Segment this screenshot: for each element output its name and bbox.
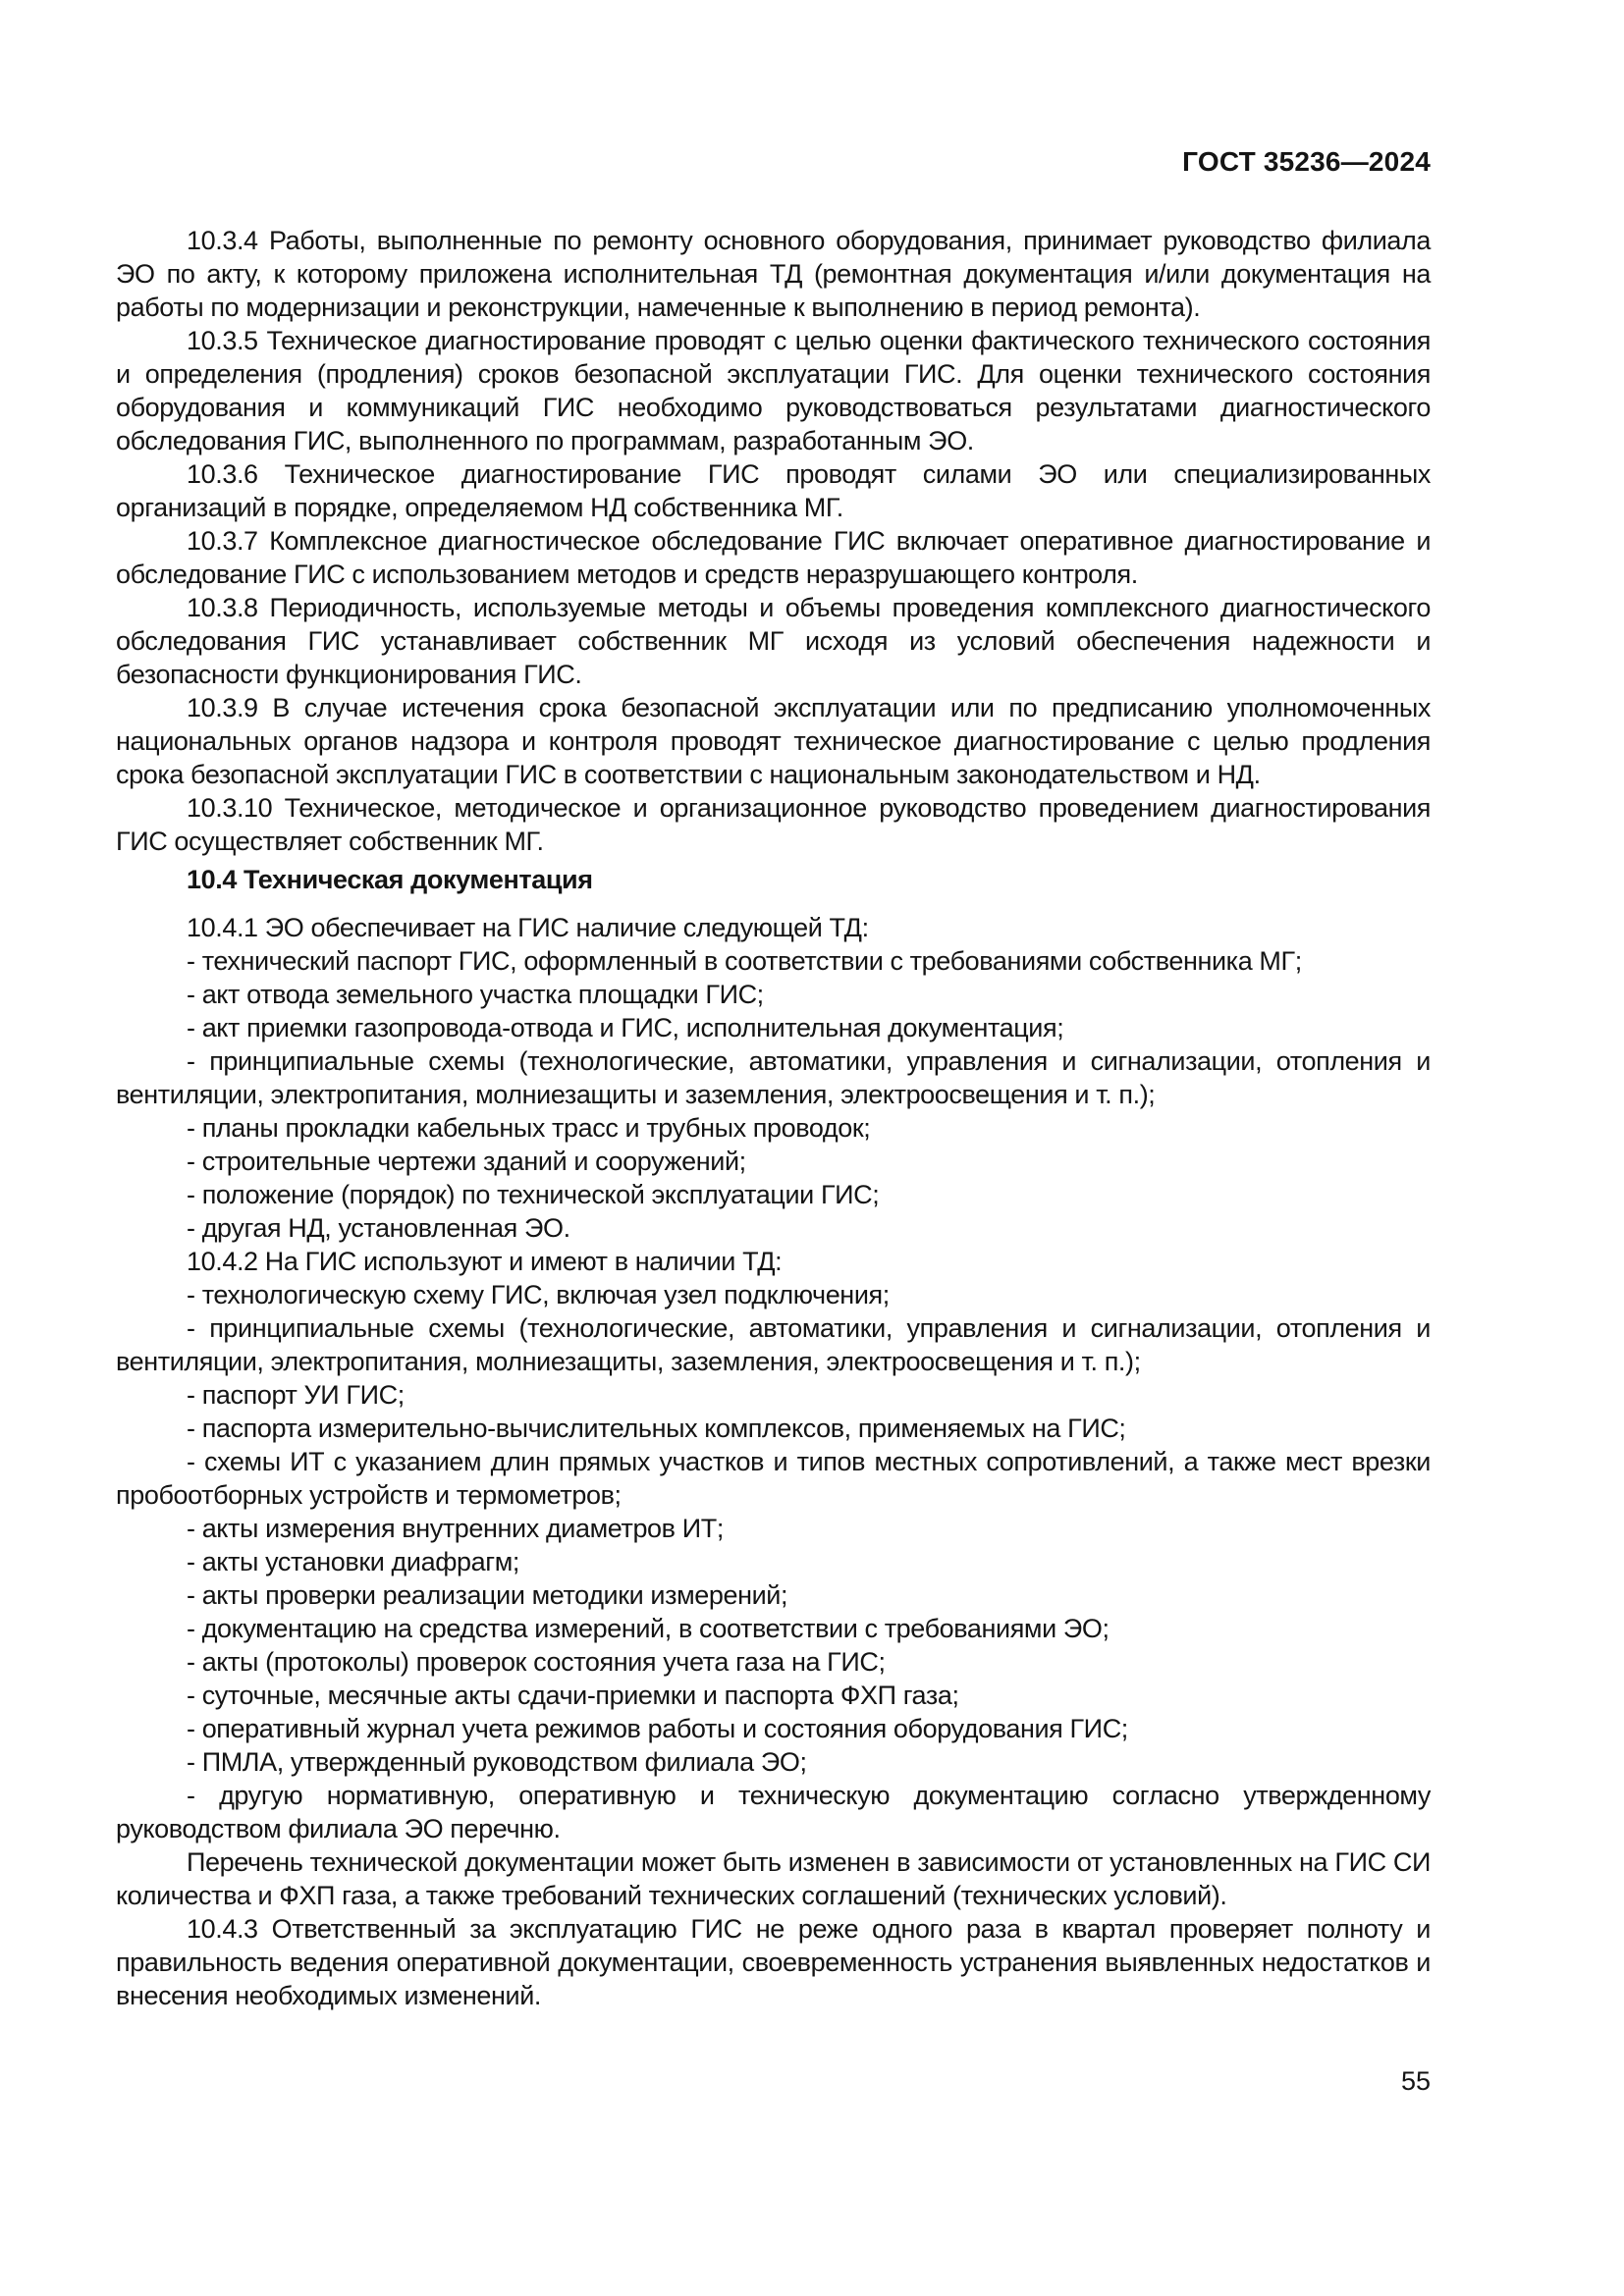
- standard-number-header: ГОСТ 35236—2024: [1182, 146, 1431, 177]
- list-item: - документацию на средства измерений, в соответствии с требованиями ЭО;: [187, 1614, 1110, 1643]
- list-item: - акты измерения внутренних диаметров ИТ;: [187, 1514, 724, 1543]
- list-item: - другая НД, установленная ЭО.: [187, 1213, 570, 1243]
- list-item: - схемы ИТ с указанием длин прямых участков и типов местных сопротивлений, а также мест врезки пробоотборных устройств и термометров;: [116, 1447, 1431, 1510]
- clause-10-4-3: 10.4.3 Ответственный за эксплуатацию ГИС не реже одного раза в квартал проверяет полноту и правильность ведения оперативной документации, своевременность устранения выявленных недостатков и внесения необходимых изменений.: [116, 1914, 1431, 2010]
- list-item: - акт приемки газопровода-отвода и ГИС, исполнительная документация;: [187, 1013, 1064, 1042]
- clause-10-3-9: 10.3.9 В случае истечения срока безопасной эксплуатации или по предписанию уполномоченных национальных органов надзора и контроля проводят техническое диагностирование с целью продления срока безопасной эксплуатации ГИС в соответствии с национальным законодательством и НД.: [116, 693, 1431, 789]
- list-item: - технический паспорт ГИС, оформленный в соответствии с требованиями собственника МГ;: [187, 946, 1302, 976]
- list-item: - положение (порядок) по технической эксплуатации ГИС;: [187, 1180, 880, 1209]
- list-item: - суточные, месячные акты сдачи-приемки и паспорта ФХП газа;: [187, 1681, 959, 1710]
- list-item: - акт отвода земельного участка площадки ГИС;: [187, 980, 764, 1009]
- list-item: - акты установки диафрагм;: [187, 1547, 519, 1576]
- list-item: - принципиальные схемы (технологические, автоматики, управления и сигнализации, отопления и вентиляции, электропитания, молниезащиты, заземления, электроосвещения и т. п.);: [116, 1313, 1431, 1376]
- list-item: - планы прокладки кабельных трасс и трубных проводок;: [187, 1113, 871, 1143]
- list-item: - паспорт УИ ГИС;: [187, 1380, 405, 1410]
- list-item: - акты (протоколы) проверок состояния учета газа на ГИС;: [187, 1647, 886, 1677]
- document-body: [116, 224, 1431, 2012]
- clause-10-4-1: 10.4.1 ЭО обеспечивает на ГИС наличие следующей ТД:: [187, 913, 869, 942]
- paragraph-td-list-note: Перечень технической документации может быть изменен в зависимости от установленных на ГИС СИ количества и ФХП газа, а также требований технических соглашений (технических условий).: [116, 1847, 1431, 1910]
- list-item: - технологическую схему ГИС, включая узел подключения;: [187, 1280, 890, 1309]
- clause-10-3-7: 10.3.7 Комплексное диагностическое обследование ГИС включает оперативное диагностирование и обследование ГИС с использованием методов и средств неразрушающего контроля.: [116, 526, 1431, 589]
- list-item: - строительные чертежи зданий и сооружений;: [187, 1147, 746, 1176]
- clause-10-3-10: 10.3.10 Техническое, методическое и организационное руководство проведением диагностирования ГИС осуществляет собственник МГ.: [116, 793, 1431, 856]
- list-item: - другую нормативную, оперативную и техническую документацию согласно утвержденному руководством филиала ЭО перечню.: [116, 1781, 1431, 1843]
- list-item: - акты проверки реализации методики измерений;: [187, 1580, 788, 1610]
- clause-10-3-6: 10.3.6 Техническое диагностирование ГИС проводят силами ЭО или специализированных организаций в порядке, определяемом НД собственника МГ.: [116, 459, 1431, 522]
- list-item: - паспорта измерительно-вычислительных комплексов, применяемых на ГИС;: [187, 1414, 1126, 1443]
- clause-10-3-5: 10.3.5 Техническое диагностирование проводят с целью оценки фактического технического состояния и определения (продления) сроков безопасной эксплуатации ГИС. Для оценки технического состояния оборудования и коммуникаций ГИС необходимо руководствоваться результатами диагностического обследования ГИС, выполненного по программам, разработанным ЭО.: [116, 326, 1431, 455]
- page-number: 55: [1400, 2066, 1431, 2096]
- list-item: - оперативный журнал учета режимов работы и состояния оборудования ГИС;: [187, 1714, 1128, 1743]
- list-item: - принципиальные схемы (технологические, автоматики, управления и сигнализации, отопления и вентиляции, электропитания, молниезащиты и заземления, электроосвещения и т. п.);: [116, 1046, 1431, 1109]
- section-heading-10-4: 10.4 Техническая документация: [187, 865, 593, 894]
- clause-10-4-2: 10.4.2 На ГИС используют и имеют в наличии ТД:: [187, 1247, 783, 1276]
- clause-10-3-8: 10.3.8 Периодичность, используемые методы и объемы проведения комплексного диагностического обследования ГИС устанавливает собственник МГ исходя из условий обеспечения надежности и безопасности функционирования ГИС.: [116, 593, 1431, 689]
- clause-10-3-4: 10.3.4 Работы, выполненные по ремонту основного оборудования, принимает руководство филиала ЭО по акту, к которому приложена исполнительная ТД (ремонтная документация и/или документация на работы по модернизации и реконструкции, намеченные к выполнению в период ремонта).: [116, 226, 1431, 322]
- list-item: - ПМЛА, утвержденный руководством филиала ЭО;: [187, 1747, 807, 1777]
